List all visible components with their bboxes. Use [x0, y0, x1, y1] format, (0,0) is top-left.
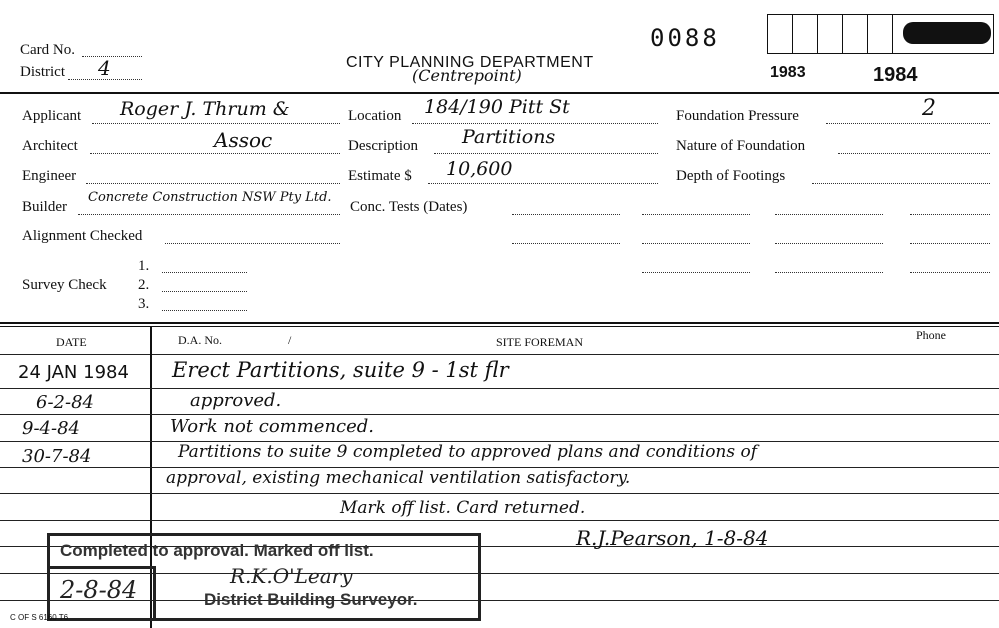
- digit-box-3: [817, 14, 843, 54]
- card-number: 0088: [650, 24, 720, 52]
- survey-3-line: [162, 310, 247, 311]
- conc-line-8: [910, 243, 990, 244]
- district-value: 4: [98, 56, 111, 80]
- nature-of-foundation-label: Nature of Foundation: [676, 138, 806, 154]
- foundation-pressure-value: 2: [922, 96, 936, 121]
- nature-line: [838, 153, 990, 154]
- conc-line-1: [512, 214, 620, 215]
- card-no-line: [82, 56, 142, 57]
- phone-header: Phone: [916, 328, 946, 342]
- stamp-line-1: Completed to approval. Marked off list.: [60, 541, 374, 560]
- builder-line: [78, 214, 340, 215]
- stamp-date: 2-8-84: [60, 576, 138, 604]
- form-code: C OF S 6160 T6: [10, 613, 69, 622]
- alignment-label: Alignment Checked: [22, 228, 143, 244]
- alignment-line: [165, 243, 340, 244]
- survey-2-line: [162, 291, 247, 292]
- log-entry-5-text: approval, existing mechanical ventilation satisfactory.: [166, 468, 631, 488]
- conc-line-4: [910, 214, 990, 215]
- redaction-mark: [903, 22, 991, 44]
- estimate-value: 10,600: [446, 158, 513, 180]
- log-entry-4-date: 30-7-84: [22, 446, 92, 467]
- digit-box-5: [867, 14, 893, 54]
- log-entry-3-date: 9-4-84: [22, 418, 80, 439]
- conc-line-5: [512, 243, 620, 244]
- survey-1-line: [162, 272, 247, 273]
- log-entry-1-date: 24 JAN 1984: [18, 362, 129, 383]
- log-entry-2-date: 6-2-84: [36, 392, 94, 413]
- digit-box-1: [767, 14, 793, 54]
- location-line: [412, 123, 658, 124]
- conc-line-7: [775, 243, 883, 244]
- description-value: Partitions: [462, 126, 556, 148]
- survey-3-label: 3.: [138, 296, 150, 312]
- architect-label: Architect: [22, 138, 78, 154]
- architect-value: Assoc: [214, 128, 273, 152]
- conc-line-10: [775, 272, 883, 273]
- stamp-signature: R.K.O'Leary: [230, 564, 353, 588]
- stamp-inner-rule-h: [50, 566, 153, 569]
- applicant-line: [92, 123, 340, 124]
- survey-1-label: 1.: [138, 258, 150, 274]
- description-label: Description: [348, 138, 418, 154]
- survey-label: Survey Check: [22, 277, 107, 293]
- estimate-label: Estimate $: [348, 168, 412, 184]
- log-rule-1: [0, 388, 999, 389]
- year-2: 1984: [873, 64, 918, 86]
- conc-line-9: [642, 272, 750, 273]
- digit-box-4: [842, 14, 868, 54]
- builder-value: Concrete Construction NSW Pty Ltd.: [88, 190, 332, 205]
- depth-line: [812, 183, 990, 184]
- engineer-line: [86, 183, 340, 184]
- conc-line-2: [642, 214, 750, 215]
- date-header: DATE: [56, 335, 87, 349]
- description-line: [434, 153, 658, 154]
- log-entry-4-text: Partitions to suite 9 completed to approved plans and conditions of: [178, 442, 758, 462]
- department-title: CITY PLANNING DEPARTMENT: [346, 54, 594, 71]
- estimate-line: [428, 183, 658, 184]
- location-value: 184/190 Pitt St: [424, 96, 570, 118]
- card-no-label: Card No.: [20, 42, 75, 58]
- conc-line-6: [642, 243, 750, 244]
- log-entry-3-text: Work not commenced.: [170, 416, 375, 437]
- applicant-label: Applicant: [22, 108, 82, 124]
- district-label: District: [20, 64, 65, 80]
- engineer-label: Engineer: [22, 168, 77, 184]
- site-foreman-header: SITE FOREMAN: [496, 335, 584, 349]
- conc-line-11: [910, 272, 990, 273]
- da-slash: /: [288, 333, 292, 347]
- location-label: Location: [348, 108, 402, 124]
- conc-tests-label: Conc. Tests (Dates): [350, 199, 468, 215]
- conc-line-3: [775, 214, 883, 215]
- survey-2-label: 2.: [138, 277, 150, 293]
- year-1: 1983: [770, 64, 806, 81]
- log-top-rule-1: [0, 322, 999, 324]
- foundation-pressure-label: Foundation Pressure: [676, 108, 799, 124]
- department-note: (Centrepoint): [412, 66, 522, 85]
- stamp-inner-rule-v: [153, 566, 156, 618]
- approval-stamp: [47, 533, 481, 621]
- log-entry-6-text: Mark off list. Card returned.: [340, 498, 586, 518]
- da-no-header: D.A. No.: [178, 333, 222, 347]
- digit-box-2: [792, 14, 818, 54]
- log-entry-7-signature: R.J.Pearson, 1-8-84: [576, 526, 769, 550]
- log-rule-5: [0, 493, 999, 494]
- applicant-value: Roger J. Thrum &: [120, 98, 290, 120]
- foundation-pressure-line: [826, 123, 990, 124]
- architect-line: [90, 153, 340, 154]
- stamp-line-2: District Building Surveyor.: [204, 590, 418, 609]
- log-rule-6: [0, 520, 999, 521]
- builder-label: Builder: [22, 199, 67, 215]
- log-rule-2: [0, 414, 999, 415]
- log-entry-1-text: Erect Partitions, suite 9 - 1st flr: [172, 358, 509, 382]
- log-entry-2-text: approved.: [190, 390, 282, 411]
- header-divider: [0, 92, 999, 94]
- depth-of-footings-label: Depth of Footings: [676, 168, 786, 184]
